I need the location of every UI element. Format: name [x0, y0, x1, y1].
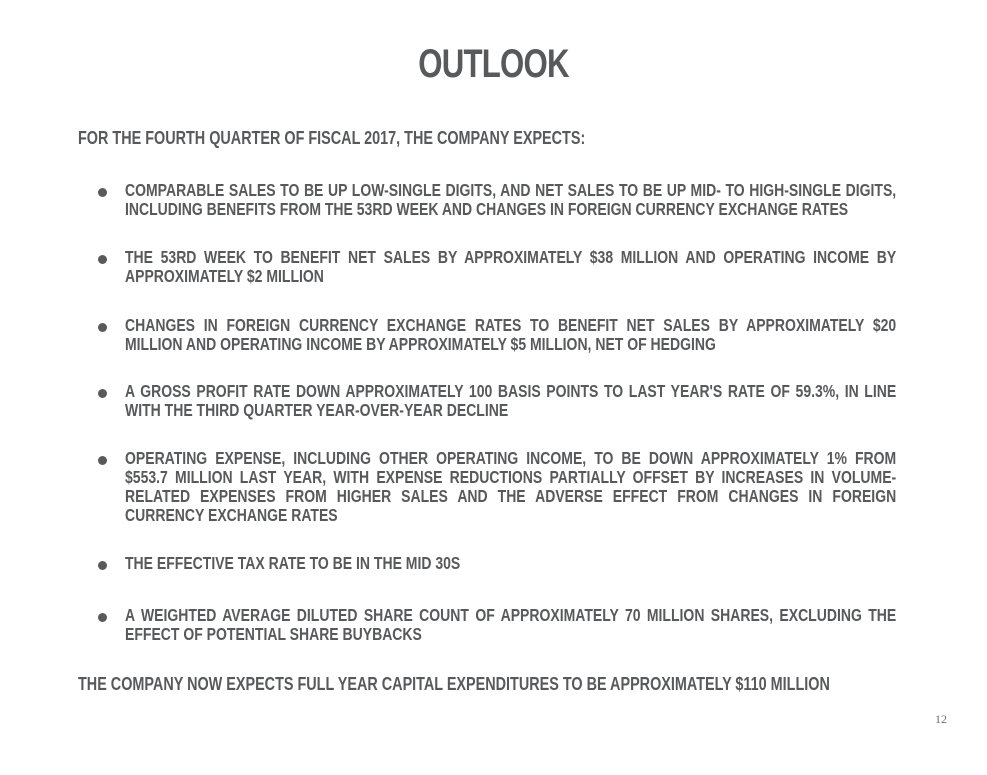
- bullet-dot-icon: [98, 456, 107, 465]
- bullet-text: A WEIGHTED AVERAGE DILUTED SHARE COUNT OF APPROXIMATELY 70 MILLION SHARES, EXCLUDING THE EFFECT OF POTENTIAL SHARE BUYBACKS: [125, 605, 897, 644]
- bullet-dot-icon: [98, 323, 107, 332]
- intro-label: FOR THE FOURTH QUARTER OF FISCAL 2017, THE COMPANY EXPECTS:: [78, 128, 586, 148]
- bullet-dot-icon: [98, 613, 107, 622]
- bullet-dot-icon: [98, 389, 107, 398]
- intro-text: [78, 128, 712, 148]
- closing-label: THE COMPANY NOW EXPECTS FULL YEAR CAPITAL EXPENDITURES TO BE APPROXIMATELY $110 MILLION: [78, 674, 830, 694]
- bullet-text: THE 53RD WEEK TO BENEFIT NET SALES BY APPROXIMATELY $38 MILLION AND OPERATING INCOME BY APPROXIMATELY $2 MILLION: [125, 247, 897, 286]
- closing-text: [78, 674, 987, 694]
- bullet-dot-icon: [98, 255, 107, 264]
- bullet-text: CHANGES IN FOREIGN CURRENCY EXCHANGE RATES TO BENEFIT NET SALES BY APPROXIMATELY $20 MILLION AND OPERATING INCOME BY APPROXIMATELY $5 MILLION, NET OF HEDGING: [125, 315, 897, 354]
- bullet-text: OPERATING EXPENSE, INCLUDING OTHER OPERATING INCOME, TO BE DOWN APPROXIMATELY 1% FROM $553.7 MILLION LAST YEAR, WITH EXPENSE REDUCTIONS PARTIALLY OFFSET BY INCREASES IN VOLUME-RELATED EXPENSES FROM HIGHER SALES AND THE ADVERSE EFFECT FROM CHANGES IN FOREIGN CURRENCY EXCHANGE RATES: [125, 448, 897, 525]
- bullet-dot-icon: [98, 188, 107, 197]
- bullet-dot-icon: [98, 561, 107, 570]
- bullet-text: COMPARABLE SALES TO BE UP LOW-SINGLE DIGITS, AND NET SALES TO BE UP MID- TO HIGH-SINGLE DIGITS, INCLUDING BENEFITS FROM THE 53RD WEEK AND CHANGES IN FOREIGN CURRENCY EXCHANGE RATES: [125, 180, 897, 219]
- bullet-text: A GROSS PROFIT RATE DOWN APPROXIMATELY 100 BASIS POINTS TO LAST YEAR'S RATE OF 59.3%, IN LINE WITH THE THIRD QUARTER YEAR-OVER-YEAR DECLINE: [125, 381, 897, 420]
- page-title: OUTLOOK: [418, 42, 569, 86]
- bullet-text: THE EFFECTIVE TAX RATE TO BE IN THE MID 30S: [125, 553, 461, 573]
- page-number: 12: [935, 712, 947, 726]
